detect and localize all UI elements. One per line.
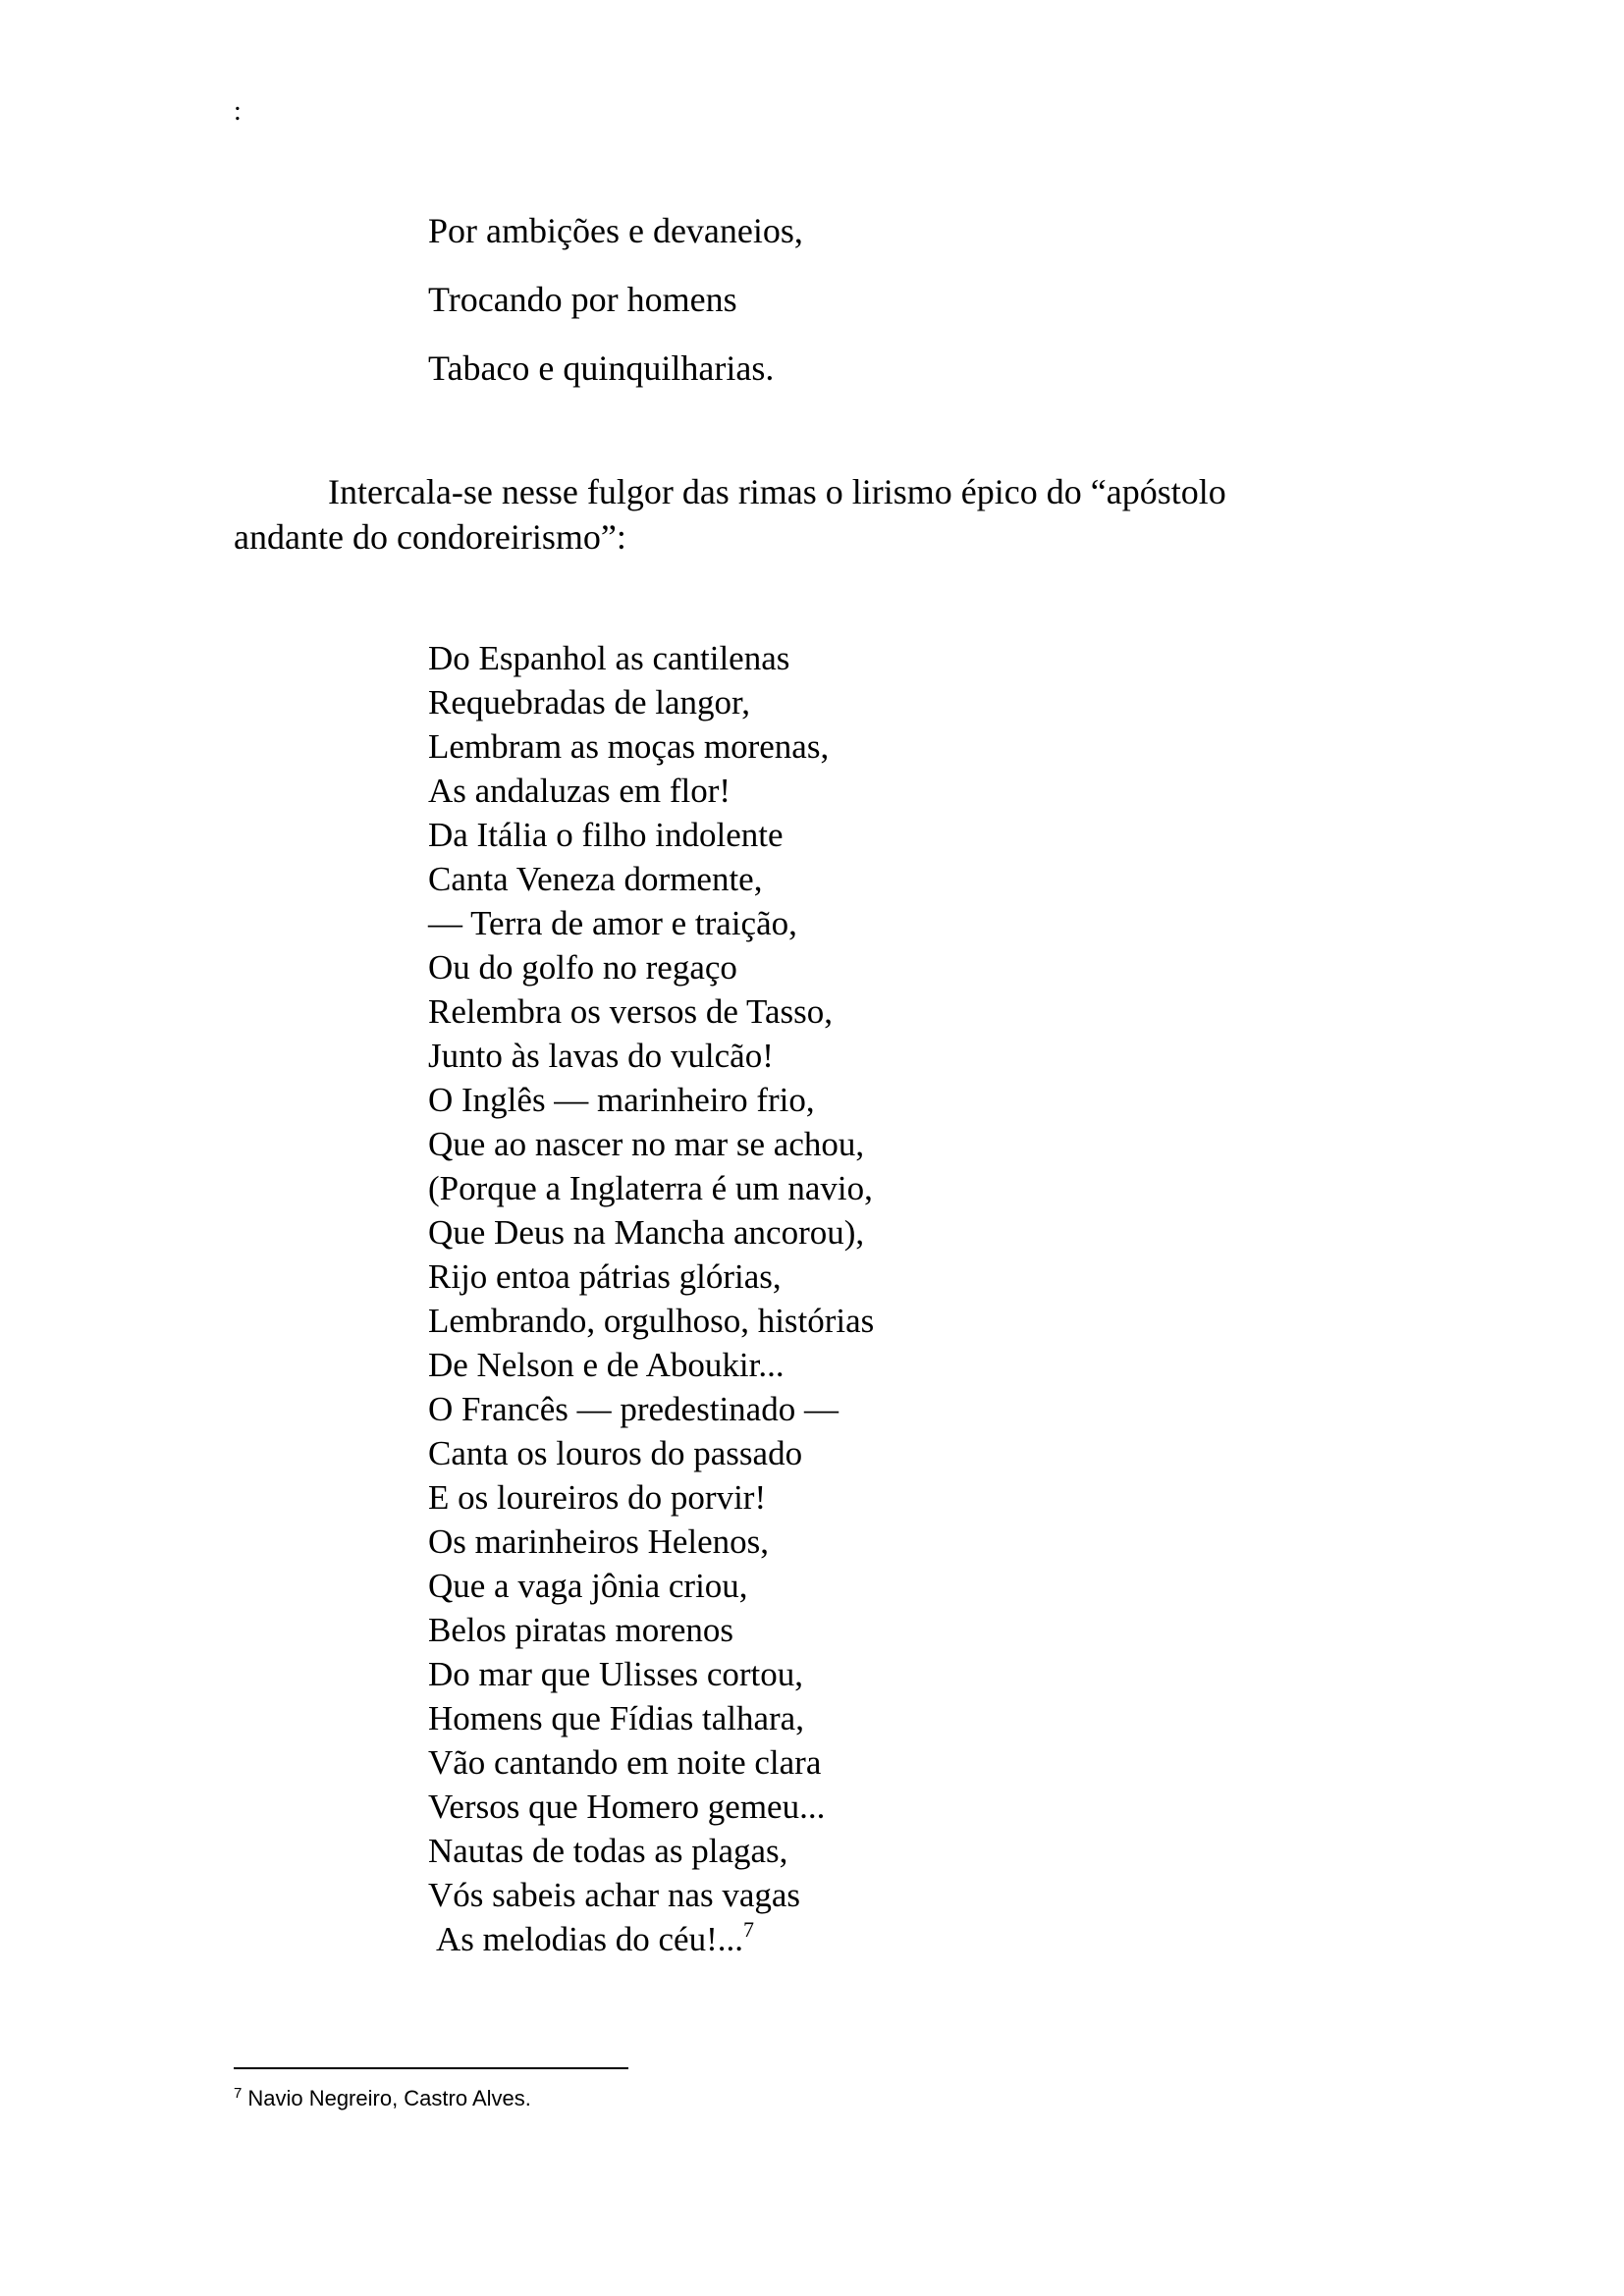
poem-line: Da Itália o filho indolente <box>428 816 784 854</box>
top-mark: : <box>234 96 242 127</box>
poem-quote <box>428 636 874 1961</box>
poem-line: Lembram as moças morenas, <box>428 727 830 766</box>
stanza-line: Tabaco e quinquilharias. <box>428 348 775 388</box>
poem-line: Nautas de todas as plagas, <box>428 1832 788 1870</box>
footnote <box>234 2085 531 2112</box>
poem-line: Homens que Fídias talhara, <box>428 1699 804 1737</box>
poem-line: O Francês — predestinado — <box>428 1390 839 1428</box>
stanza-line: Trocando por homens <box>428 280 737 319</box>
stanza-line: Por ambições e devaneios, <box>428 211 803 250</box>
poem-line: Requebradas de langor, <box>428 683 751 721</box>
poem-line: Canta os louros do passado <box>428 1434 803 1472</box>
poem-line: Vós sabeis achar nas vagas <box>428 1876 801 1914</box>
poem-line: Rijo entoa pátrias glórias, <box>428 1257 782 1296</box>
poem-line: Lembrando, orgulhoso, histórias <box>428 1302 875 1340</box>
poem-line: Vão cantando em noite clara <box>428 1743 822 1782</box>
paragraph-line: Intercala-se nesse fulgor das rimas o lirismo épico do “apóstolo <box>328 472 1226 511</box>
poem-line: De Nelson e de Aboukir... <box>428 1346 785 1384</box>
poem-line: Que a vaga jônia criou, <box>428 1567 748 1605</box>
footnote-text: Navio Negreiro, Castro Alves. <box>247 2086 531 2110</box>
poem-line: (Porque a Inglaterra é um navio, <box>428 1169 873 1207</box>
poem-line: Versos que Homero gemeu... <box>428 1788 826 1826</box>
stanza-quote <box>428 196 803 402</box>
poem-line: Que ao nascer no mar se achou, <box>428 1125 865 1163</box>
poem-line: Canta Veneza dormente, <box>428 860 763 898</box>
poem-last-line <box>428 1917 874 1961</box>
footnote-reference[interactable]: 7 <box>742 1917 754 1942</box>
poem-line: O Inglês — marinheiro frio, <box>428 1081 815 1119</box>
poem-line: Os marinheiros Helenos, <box>428 1522 770 1561</box>
poem-line: Junto às lavas do vulcão! <box>428 1037 774 1075</box>
poem-line: — Terra de amor e traição, <box>428 904 797 942</box>
poem-line: Do Espanhol as cantilenas <box>428 639 790 677</box>
poem-line: Do mar que Ulisses cortou, <box>428 1655 804 1693</box>
poem-line: As andaluzas em flor! <box>428 772 731 810</box>
poem-line: E os loureiros do porvir! <box>428 1478 767 1517</box>
poem-line: Belos piratas morenos <box>428 1611 734 1649</box>
footnote-separator <box>234 2067 628 2069</box>
poem-line: Ou do golfo no regaço <box>428 948 737 987</box>
poem-last-line-text: As melodias do céu!... <box>436 1920 743 1958</box>
poem-line: Relembra os versos de Tasso, <box>428 992 833 1031</box>
poem-line: Que Deus na Mancha ancorou), <box>428 1213 865 1252</box>
footnote-marker: 7 <box>234 2085 243 2102</box>
paragraph-line: andante do condoreirismo”: <box>234 517 626 557</box>
body-paragraph <box>234 469 1392 560</box>
